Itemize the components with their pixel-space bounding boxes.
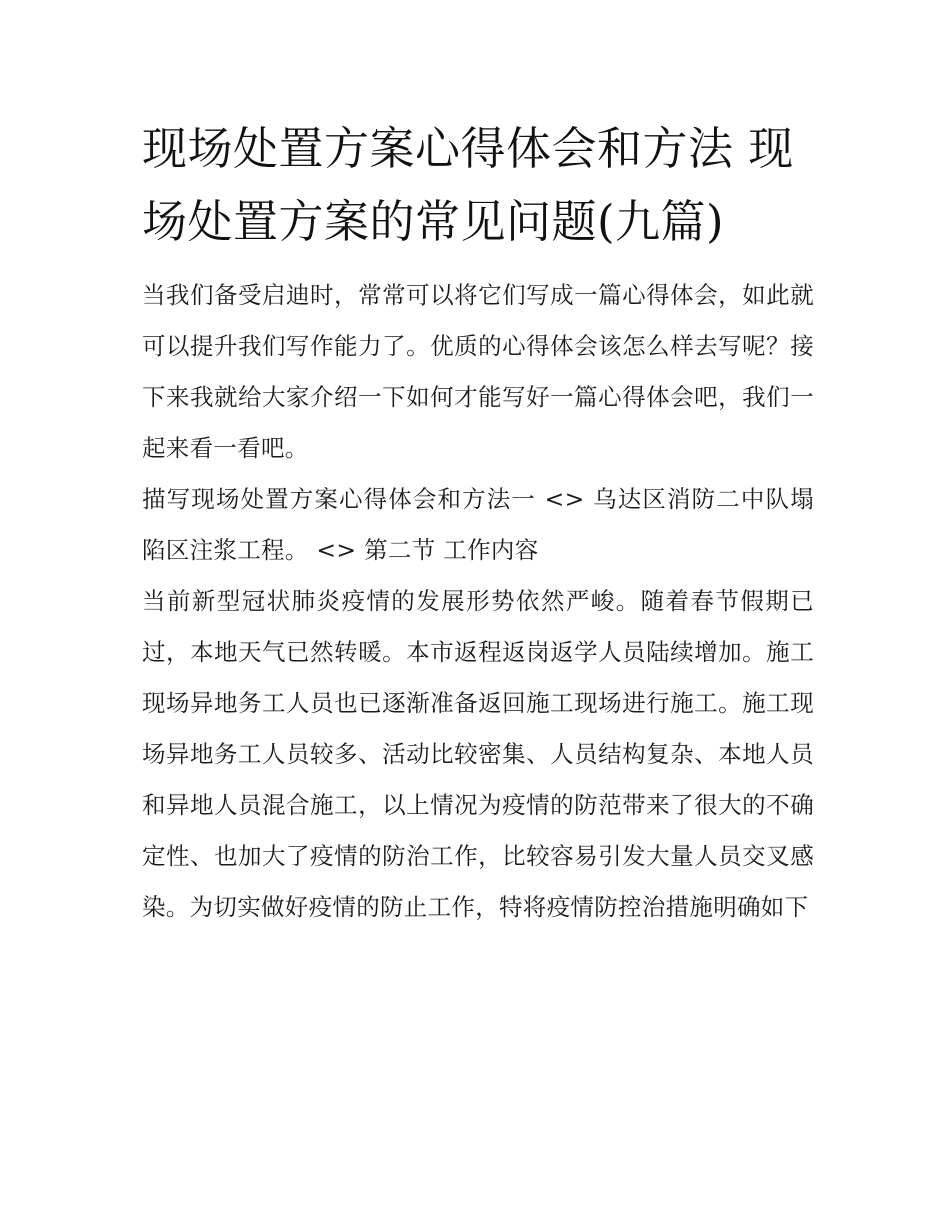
section-heading-paragraph: 描写现场处置方案心得体会和方法一 <> 乌达区消防二中队塌陷区注浆工程。 <> 第二节 工作内容 [142, 485, 814, 564]
document-title: 现场处置方案心得体会和方法 现场处置方案的常见问题(九篇) [142, 122, 794, 248]
intro-paragraph: 当我们备受启迪时，常常可以将它们写成一篇心得体会，如此就可以提升我们写作能力了。优质的心得体会该怎么样去写呢？接下来我就给大家介绍一下如何才能写好一篇心得体会吧，我们一起来看一看吧。 [142, 281, 814, 462]
body-paragraph: 当前新型冠状肺炎疫情的发展形势依然严峻。随着春节假期已过，本地天气已然转暖。本市返程返岗返学人员陆续增加。施工现场异地务工人员也已逐渐准备返回施工现场进行施工。施工现场异地务工人员较多、活动比较密集、人员结构复杂、本地人员和异地人员混合施工，以上情况为疫情的防范带来了很大的不确定性、也加大了疫情的防治工作，比较容易引发大量人员交叉感染。为切实做好疫情的防止工作，特将疫情防控治措施明确如下 [142, 587, 814, 921]
document-page [142, 112, 814, 933]
